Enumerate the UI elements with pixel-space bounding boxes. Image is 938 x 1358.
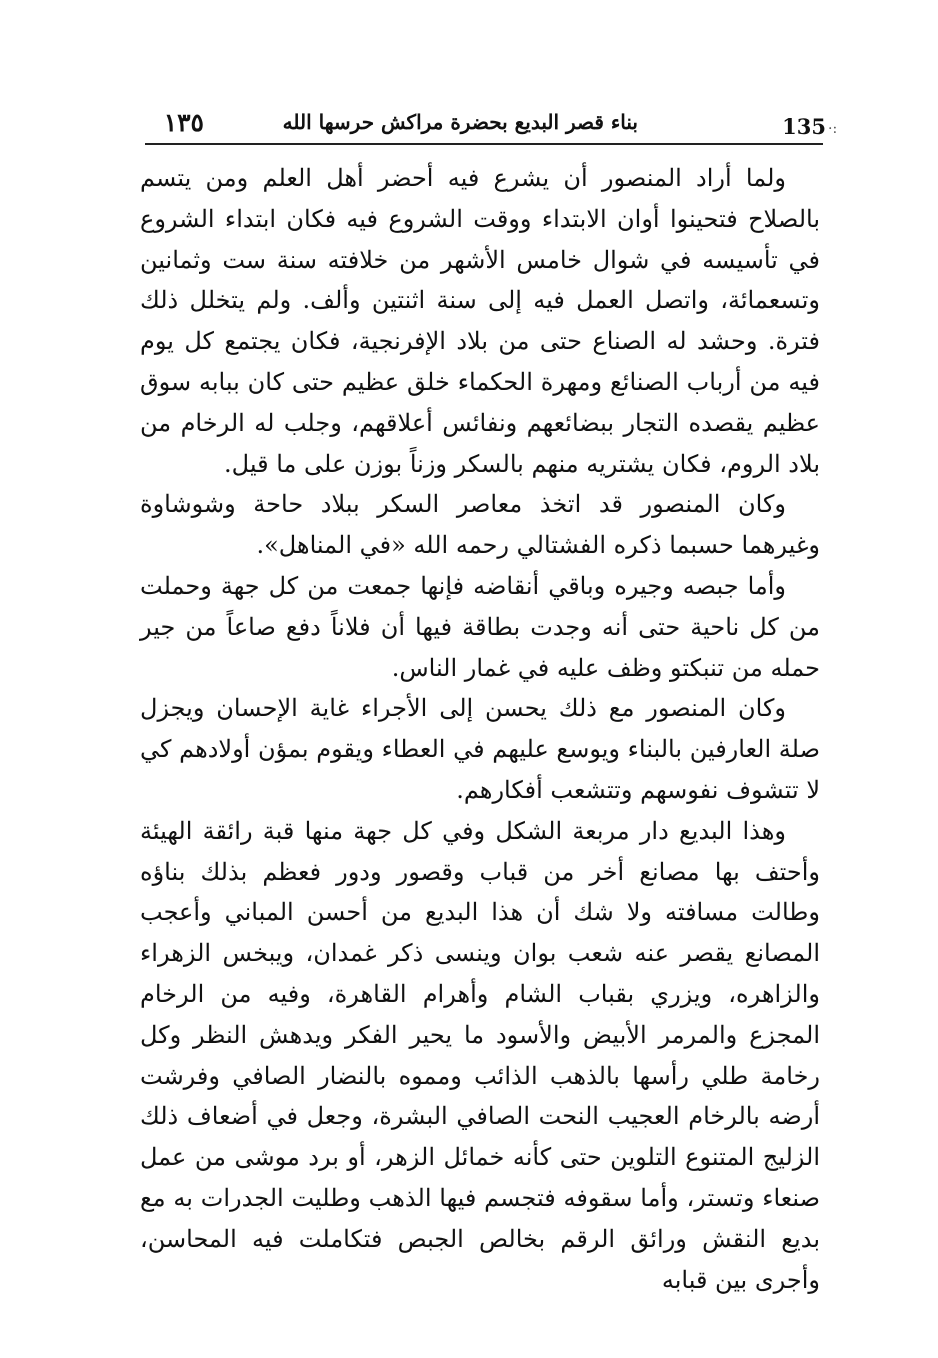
paragraph: وكان المنصور مع ذلك يحسن إلى الأجراء غاية الإحسان ويجزل صلة العارفين بالبناء ويوسع عليهم في العطاء ويقوم بمؤن أولادهم كي لا تتشوف نفوسهم وتتشعب أفكارهم. <box>140 694 820 804</box>
paragraph: ولما أراد المنصور أن يشرع فيه أحضر أهل العلم ومن يتسم بالصلاح فتحينوا أوان الابتداء ووقت الشروع فيه فكان ابتداء الشروع في تأسيسه في شوال خامس الأشهر من خلافته سنة ست وثمانين وتسعمائة، واتصل العمل فيه إلى سنة اثنتين وألف. ولم يتخلل ذلك فترة. وحشد له الصناع حتى من بلاد الإفرنجية، فكان يجتمع كل يوم فيه من أرباب الصنائع ومهرة الحكماء خلق عظيم حتى كان ببابه سوق عظيم يقصده التجار ببضائعهم ونفائس أعلاقهم، وجلب له الرخام من بلاد الروم، فكان يشتريه منهم بالسكر وزناً بوزن على ما قيل. <box>140 164 820 478</box>
page-number-arabic: ١٣٥ <box>163 108 204 137</box>
running-title: بناء قصر البديع بحضرة مراكش حرسها الله <box>282 110 638 134</box>
paragraph: وكان المنصور قد اتخذ معاصر السكر ببلاد حاحة وشوشاوة وغيرهما حسبما ذكره الفشتالي رحمه الله «في المناهل». <box>140 490 820 560</box>
margin-mark: ·: <box>828 121 838 137</box>
paragraph: وأما جبصه وجيره وباقي أنقاضه فإنها جمعت من كل جهة وحملت من كل ناحية حتى أنه وجدت بطاقة فيها أن فلاناً دفع صاعاً من جير حمله من تنبكتو وظف عليه في غمار الناس. <box>140 571 820 682</box>
body-text <box>140 158 820 1300</box>
paragraph: وهذا البديع دار مربعة الشكل وفي كل جهة منها قبة رائقة الهيئة وأحتف بها مصانع أخر من قباب وقصور ودور فعظم بذلك بناؤه وطالت مسافته ولا شك أن هذا البديع من أحسن المباني وأعجب المصانع يقصر عنه شعب بوان وينسى ذكر غمدان، ويبخس الزهراء والزاهره، ويزري بقباب الشام وأهرام القاهرة، وفيه من الرخام المجزع والمرمر الأبيض والأسود ما يحير الفكر ويدهش النظر وكل رخامة طلي رأسها بالذهب الذائب ومموه بالنضار الصافي وفرشت أرضه بالرخام العجيب النحت الصافي البشرة، وجعل في أضعاف ذلك الزليج المتنوع التلوين حتى كأنه خمائل الزهر، أو برد موشى من عمل صنعاء وتستر، وأما سقوفه فتجسم فيها الذهب وطليت الجدرات به مع بديع النقش ورائق الرقم بخالص الجبص فتكاملت فيه المحاسن، وأجرى بين قبابه <box>140 816 820 1294</box>
page-number-latin: 135 <box>782 114 826 139</box>
header-rule <box>145 143 823 145</box>
page-header <box>140 100 826 140</box>
